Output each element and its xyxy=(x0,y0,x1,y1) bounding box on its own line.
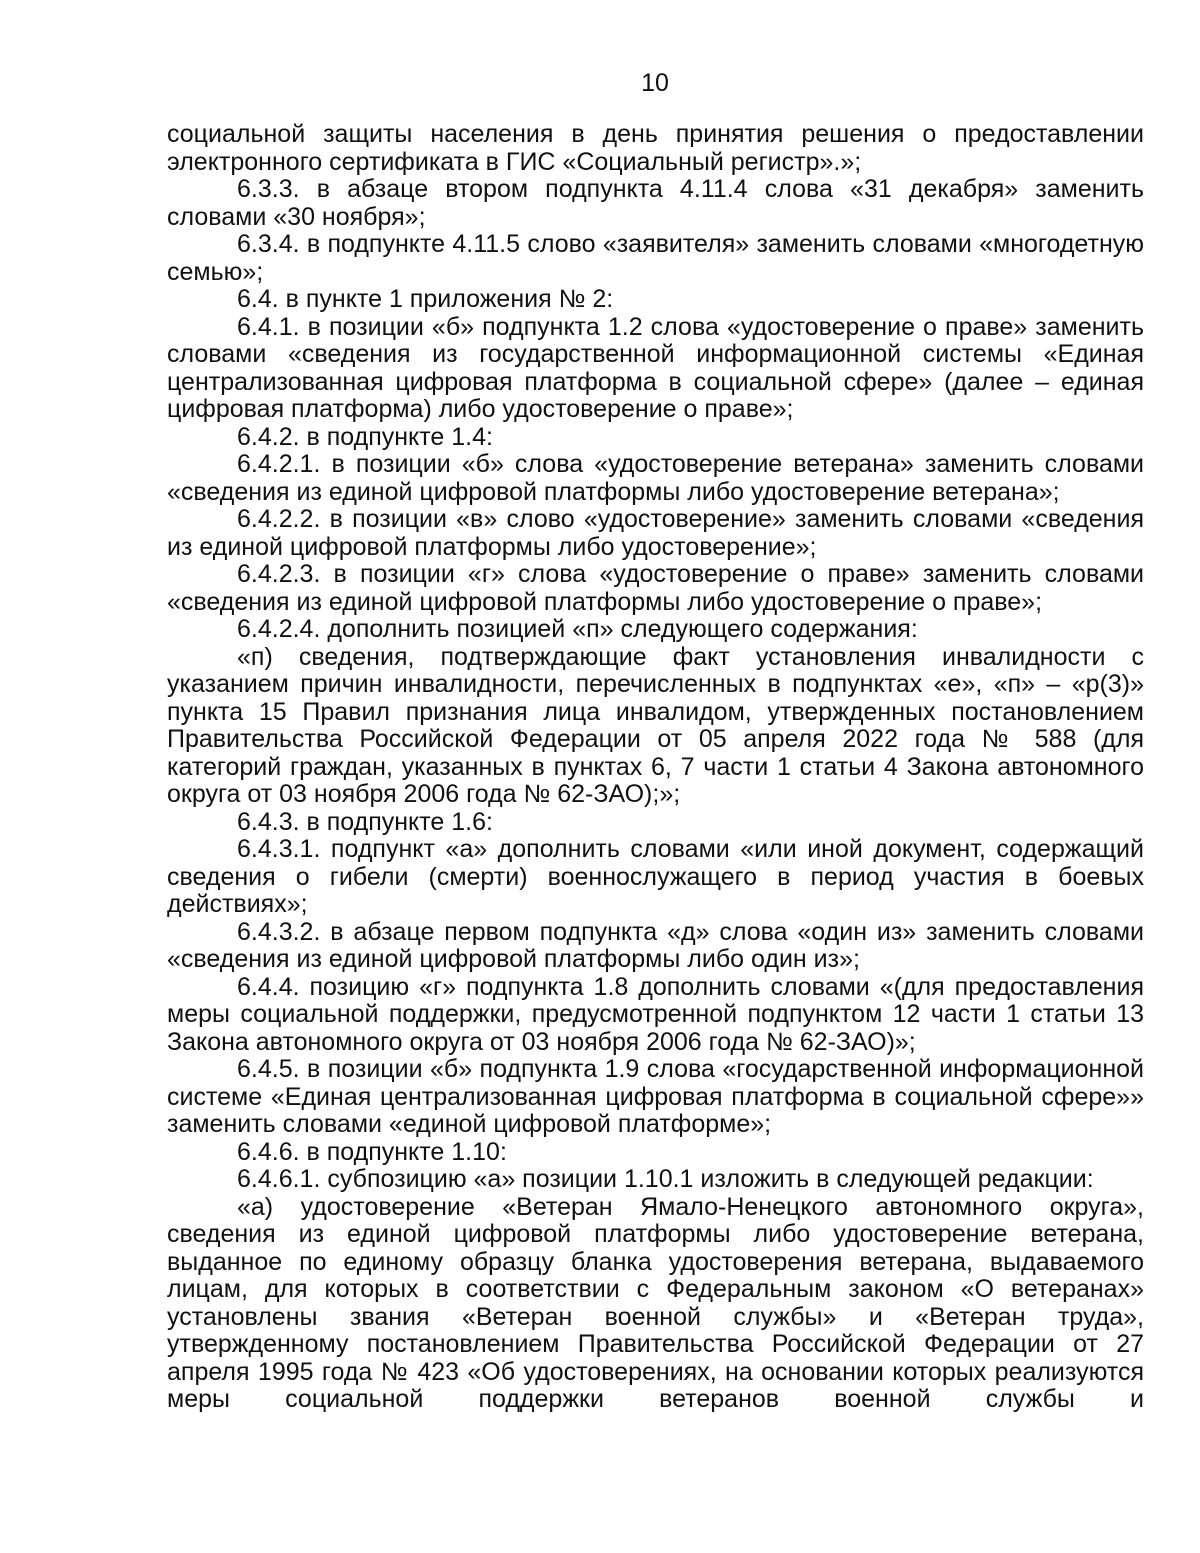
paragraph-6-4-5: 6.4.5. в позиции «б» подпункта 1.9 слова «государственной информационной системе «Единая централизованная цифровая платформа в социальной сфере»» заменить словами «единой цифровой платформе»; xyxy=(167,1055,1144,1138)
paragraph-6-4-3: 6.4.3. в подпункте 1.6: xyxy=(237,807,493,836)
page-number: 10 xyxy=(641,69,669,97)
paragraph-6-3-3: 6.3.3. в абзаце втором подпункта 4.11.4 слова «31 декабря» заменить словами «30 ноября»; xyxy=(167,175,1144,231)
paragraph-6-4-3-1: 6.4.3.1. подпункт «а» дополнить словами «или иной документ, содержащий сведения о гибели (смерти) военнослужащего в период участия в боевых действиях»; xyxy=(167,835,1144,918)
paragraph-item-a: «а) удостоверение «Ветеран Ямало-Ненецкого автономного округа», сведения из единой цифровой платформы либо удостоверение ветерана, выданное по единому образцу бланка удостоверения ветерана, выдаваемого лицам, для которых в соответствии с Федеральным законом «О ветеранах» установлены звания «Ветеран военной службы» и «Ветеран труда», утвержденному постановлением Правительства Российской Федерации от 27 апреля 1995 года № 423 «Об удостоверениях, на основании которых реализуются меры социальной поддержки ветеранов военной службы и xyxy=(167,1192,1144,1413)
paragraph-6-4-2-2: 6.4.2.2. в позиции «в» слово «удостоверение» заменить словами «сведения из единой цифровой платформы либо удостоверение»; xyxy=(167,505,1144,561)
paragraph-6-4-1: 6.4.1. в позиции «б» подпункта 1.2 слова «удостоверение о праве» заменить словами «сведения из государственной информационной системы «Единая централизованная цифровая платформа в социальной сфере» (далее – единая цифровая платформа) либо удостоверение о праве»; xyxy=(167,312,1144,423)
paragraph-6-3-4: 6.3.4. в подпункте 4.11.5 слово «заявителя» заменить словами «многодетную семью»; xyxy=(167,230,1144,286)
paragraph-6-4-4: 6.4.4. позицию «г» подпункта 1.8 дополнить словами «(для предоставления меры социальной поддержки, предусмотренной подпунктом 12 части 1 статьи 13 Закона автономного округа от 03 ноября 2006 года № 62-ЗАО)»; xyxy=(167,972,1144,1056)
paragraph-item-p: «п) сведения, подтверждающие факт установления инвалидности с указанием причин инвалидности, перечисленных в подпунктах «е», «п» – «р(3)» пункта 15 Правил признания лица инвалидом, утвержденных постановлением Правительства Российской Федерации от 05 апреля 2022 года № 588 (для категорий граждан, указанных в пунктах 6, 7 части 1 статьи 4 Закона автономного округа от 03 ноября 2006 года № 62-ЗАО);»; xyxy=(167,642,1144,808)
paragraph-6-4-2-4: 6.4.2.4. дополнить позицией «п» следующего содержания: xyxy=(237,615,918,643)
paragraph-continuation: социальной защиты населения в день принятия решения о предоставлении электронного сертификата в ГИС «Социальный регистр».»; xyxy=(167,120,1144,176)
document-body xyxy=(167,121,1144,1414)
paragraph-6-4-2-3: 6.4.2.3. в позиции «г» слова «удостоверение о праве» заменить словами «сведения из единой цифровой платформы либо удостоверение о праве»; xyxy=(167,560,1144,616)
paragraph-6-4: 6.4. в пункте 1 приложения № 2: xyxy=(237,285,614,313)
paragraph-6-4-2-1: 6.4.2.1. в позиции «б» слова «удостоверение ветерана» заменить словами «сведения из единой цифровой платформы либо удостоверение ветерана»; xyxy=(167,450,1144,506)
paragraph-6-4-2: 6.4.2. в подпункте 1.4: xyxy=(237,422,493,451)
paragraph-6-4-6: 6.4.6. в подпункте 1.10: xyxy=(237,1137,507,1166)
paragraph-6-4-3-2: 6.4.3.2. в абзаце первом подпункта «д» слова «один из» заменить словами «сведения из единой цифровой платформы либо один из»; xyxy=(167,917,1144,973)
paragraph-6-4-6-1: 6.4.6.1. субпозицию «а» позиции 1.10.1 изложить в следующей редакции: xyxy=(237,1165,1094,1193)
